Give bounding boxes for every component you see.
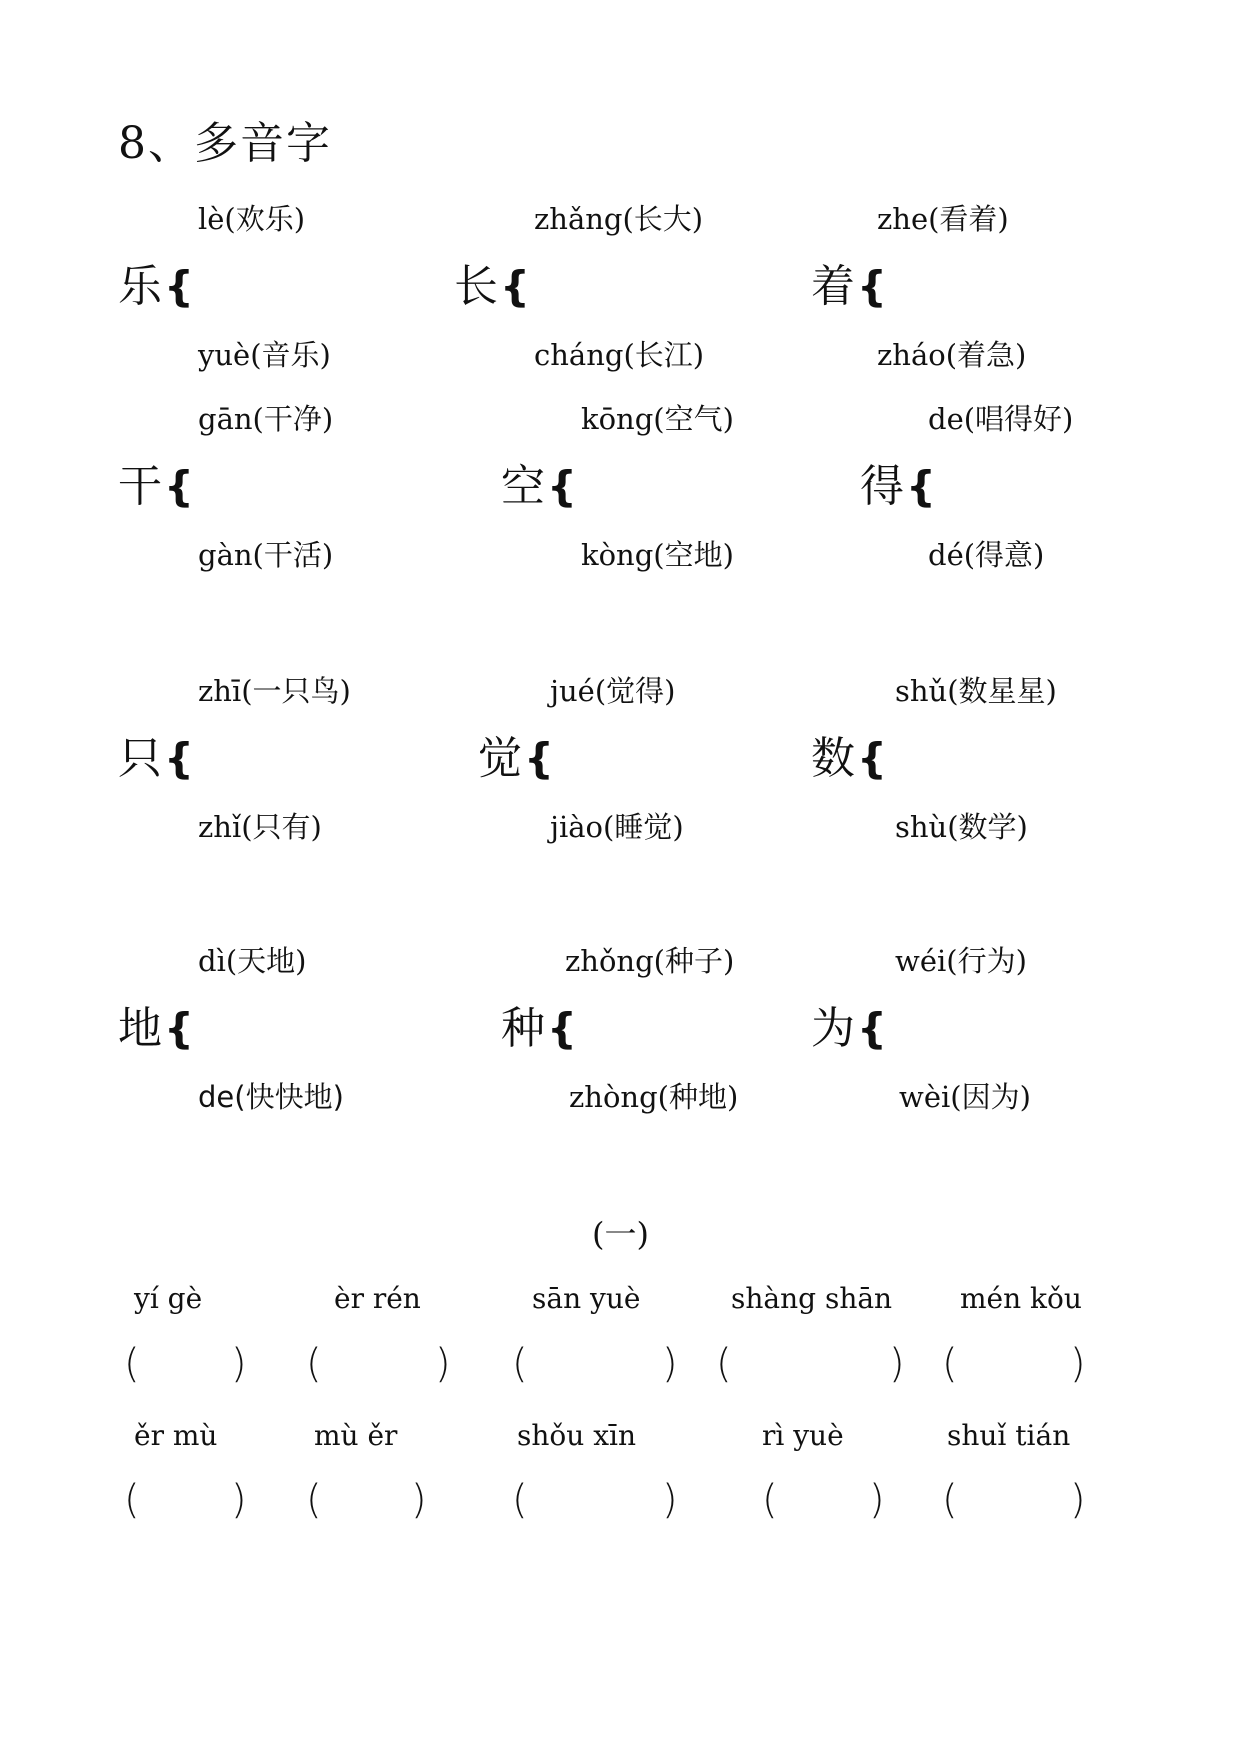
pinyin-bottom: de(快快地) [198,1080,344,1114]
exercise-pinyin: shàng shān [731,1282,893,1315]
pinyin-top: wéi(行为) [895,944,1027,978]
pinyin-top: shǔ(数星星) [895,674,1057,708]
exercise-pinyin: mén kǒu [960,1282,1082,1315]
polyphone-char: 只{ [118,733,194,784]
polyphone-group-zhang [454,202,794,405]
pinyin-bottom: kòng(空地) [581,538,734,572]
pinyin-bottom: zhòng(种地) [569,1080,739,1114]
pinyin-top: de(唱得好) [928,402,1074,436]
exercise-pinyin: mù ěr [314,1419,398,1452]
exercise-section-label: (一) [592,1215,649,1253]
polyphone-char: 数{ [811,733,887,784]
pinyin-top: zhǎng(长大) [534,202,704,236]
pinyin-bottom: cháng(长江) [534,338,705,372]
pinyin-bottom: wèi(因为) [899,1080,1031,1114]
pinyin-top: dì(天地) [198,944,307,978]
exercise-pinyin: sān yuè [532,1282,641,1315]
pinyin-bottom: zháo(着急) [877,338,1027,372]
polyphone-group-zhe [811,202,1151,405]
exercise-pinyin: èr rén [334,1282,421,1315]
pinyin-top: gān(干净) [198,402,334,436]
exercise-pinyin: yí gè [134,1282,203,1315]
pinyin-top: zhī(一只鸟) [198,674,351,708]
exercise-pinyin: shǒu xīn [517,1419,636,1452]
pinyin-bottom: zhǐ(只有) [198,810,322,844]
polyphone-char: 得{ [860,461,936,512]
exercise-pinyin: ěr mù [134,1419,218,1452]
pinyin-top: kōng(空气) [581,402,734,436]
exercise-pinyin: rì yuè [762,1419,844,1452]
polyphone-group-zhong [501,944,841,1147]
polyphone-group-wei [811,944,1151,1147]
pinyin-bottom: yuè(音乐) [198,338,331,372]
polyphone-group-jue [478,674,818,877]
exercise-pinyin: shuǐ tián [947,1419,1071,1452]
polyphone-group-di [118,944,458,1147]
polyphone-char: 觉{ [478,733,554,784]
pinyin-top: zhǒng(种子) [565,944,735,978]
polyphone-char: 长{ [454,261,530,312]
polyphone-group-le [118,202,458,405]
polyphone-char: 乐{ [118,261,194,312]
pinyin-top: jué(觉得) [550,674,676,708]
polyphone-char: 为{ [811,1003,887,1054]
polyphone-group-de [860,402,1200,605]
polyphone-group-zhi [118,674,458,877]
polyphone-char: 着{ [811,261,887,312]
pinyin-bottom: gàn(干活) [198,538,334,572]
pinyin-top: lè(欢乐) [198,202,306,236]
polyphone-char: 种{ [501,1003,577,1054]
polyphone-char: 空{ [501,461,577,512]
pinyin-bottom: shù(数学) [895,810,1028,844]
polyphone-group-kong [501,402,841,605]
polyphone-group-shu [811,674,1151,877]
polyphone-group-gan [118,402,458,605]
polyphone-char: 干{ [118,461,194,512]
pinyin-top: zhe(看着) [877,202,1009,236]
section-title: 8、多音字 [118,118,332,169]
pinyin-bottom: dé(得意) [928,538,1045,572]
polyphone-char: 地{ [118,1003,194,1054]
pinyin-bottom: jiào(睡觉) [550,810,684,844]
